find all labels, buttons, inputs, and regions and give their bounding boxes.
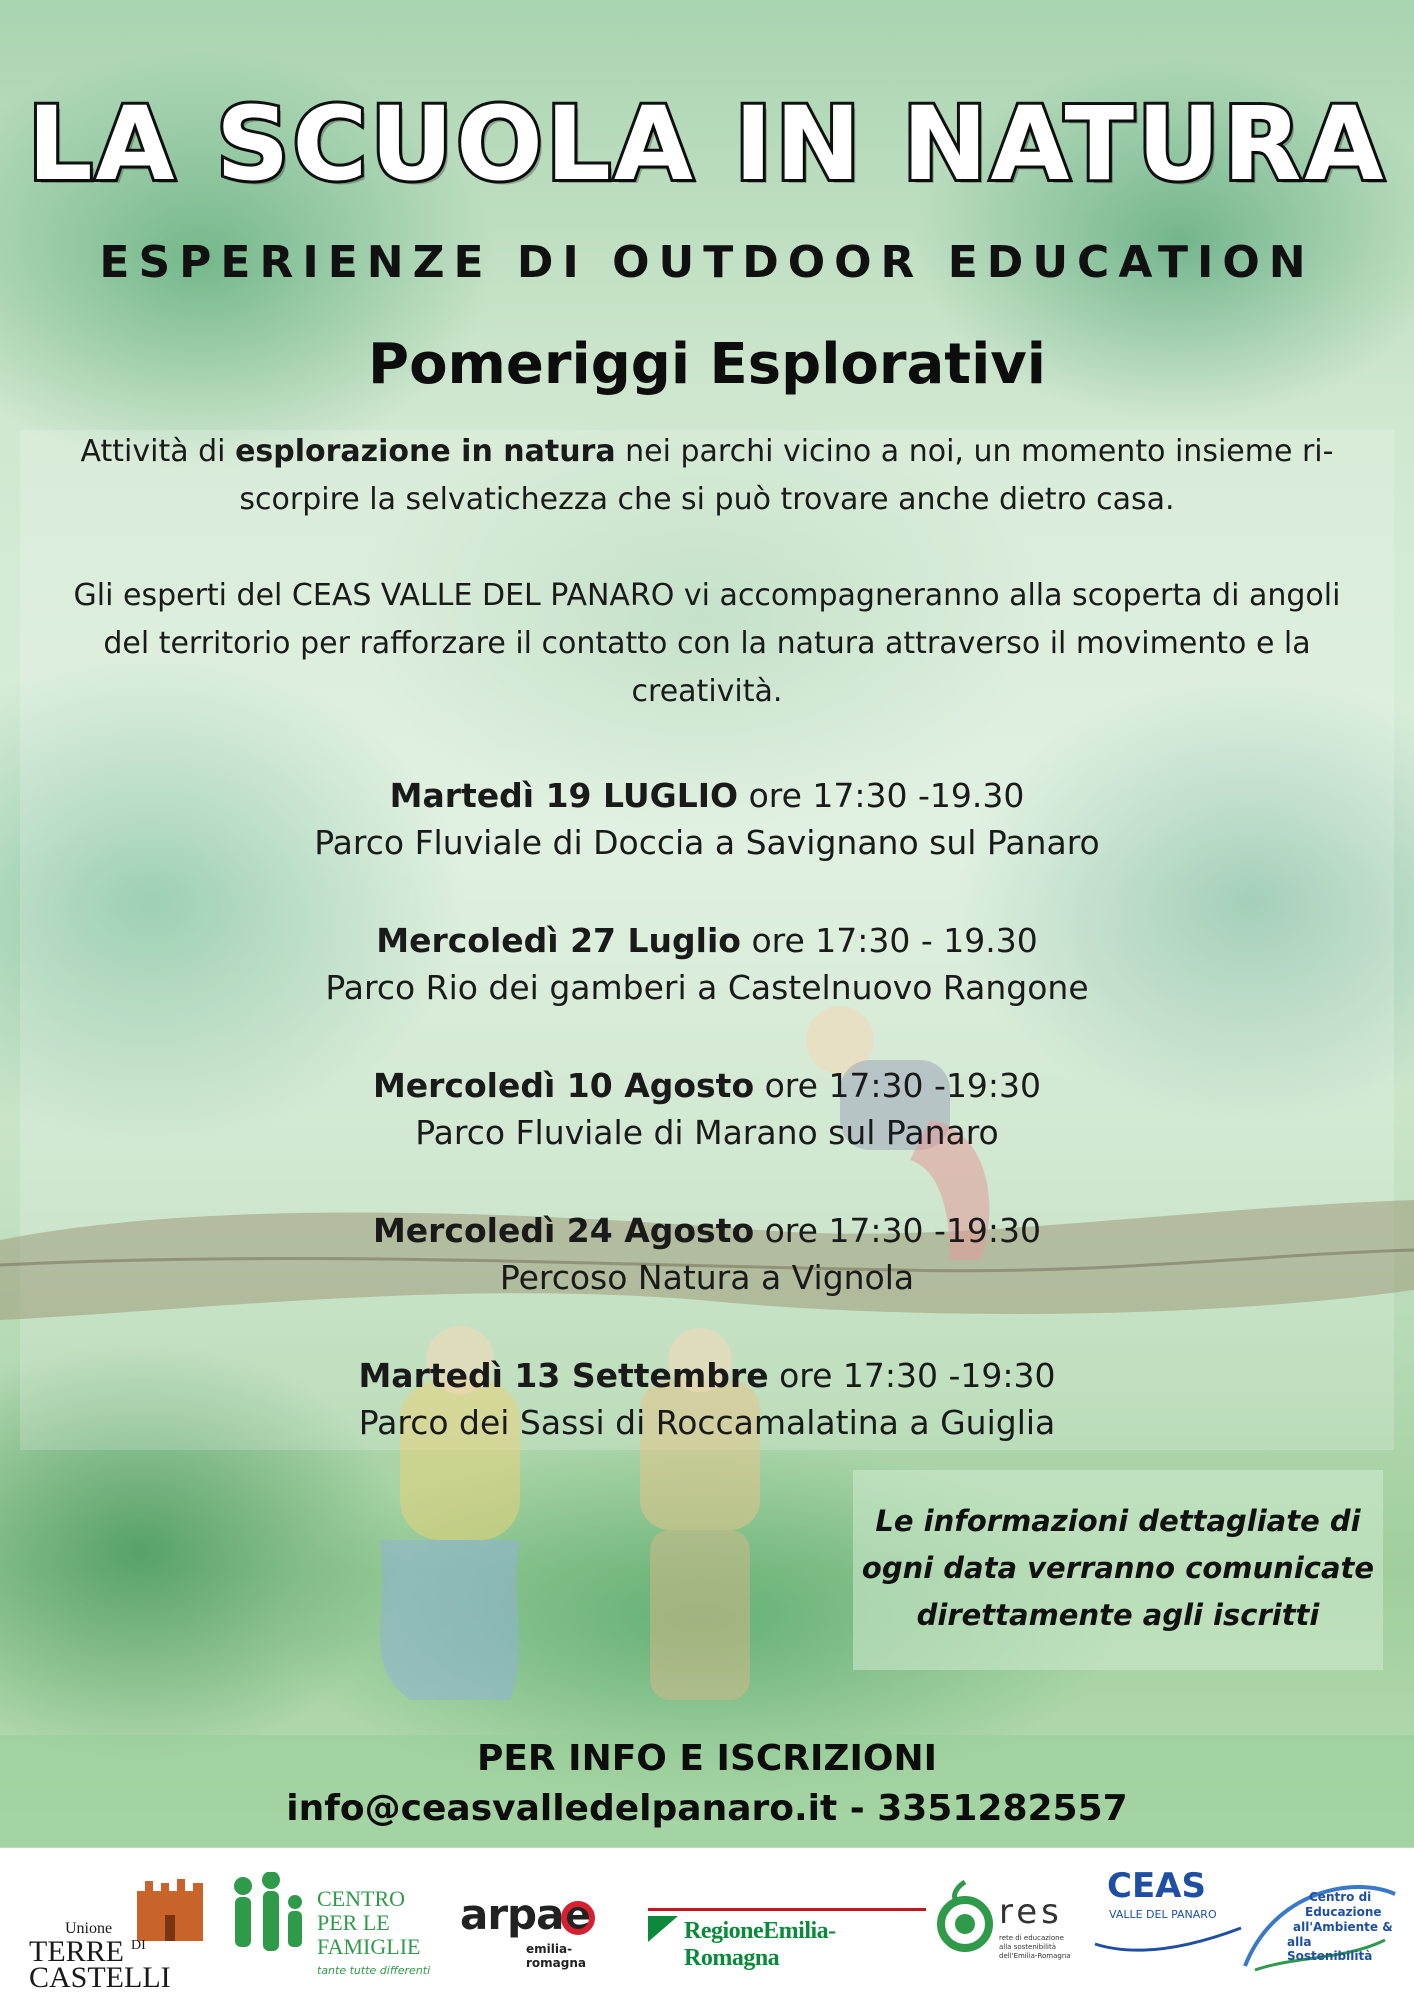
- event-list: [120, 772, 1294, 1497]
- logo-centro-famiglie: CENTRO PER LE FAMIGLIE tante tutte differenti: [225, 1868, 435, 1988]
- intro-text: [70, 428, 1344, 764]
- event-time: ore 17:30 -19:30: [754, 1211, 1042, 1250]
- event-date: Martedì 19 LUGLIO: [389, 776, 739, 815]
- event-time: ore 17:30 -19:30: [754, 1066, 1042, 1105]
- family-figures-icon: [225, 1872, 309, 1968]
- event-item: [120, 1207, 1294, 1352]
- event-date: Martedì 13 Settembre: [358, 1356, 769, 1395]
- event-time: ore 17:30 -19:30: [768, 1356, 1056, 1395]
- logo-res: res rete di educazione alla sostenibilità dell'Emilia-Romagna: [935, 1878, 1075, 1978]
- info-note: Le informazioni dettagliate di ogni data verranno comunicate direttamente agli iscritti: [861, 1504, 1375, 1632]
- logo-arpae: arpae emilia-romagna: [460, 1890, 630, 1970]
- event-place: Parco dei Sassi di Roccamalatina a Guiglia: [358, 1403, 1056, 1442]
- regione-flag-icon: [648, 1916, 678, 1942]
- res-spiral-icon: [935, 1878, 995, 1964]
- intro-highlight: esplorazione in natura: [235, 434, 616, 469]
- logo-terre-di-castelli: Unione TERRE DI CASTELLI: [25, 1873, 210, 1983]
- event-place: Parco Rio dei gamberi a Castelnuovo Rangone: [325, 968, 1089, 1007]
- intro-paragraph-2: Gli esperti del CEAS VALLE DEL PANARO vi accompagneranno alla scoperta di angoli del territorio per rafforzare il contatto con la natura attraverso il movimento e la creatività.: [73, 578, 1341, 709]
- event-time: ore 17:30 -19.30: [738, 776, 1025, 815]
- intro-paragraph-1: Attività di esplorazione in natura nei parchi vicino a noi, un momento insieme ri-scorpire la selvatichezza che si può trovare anche dietro casa.: [80, 434, 1334, 517]
- castle-icon: [135, 1877, 205, 1941]
- event-date: Mercoledì 27 Luglio: [376, 921, 741, 960]
- arpae-wordmark: arpae: [460, 1890, 591, 1939]
- event-date: Mercoledì 24 Agosto: [372, 1211, 755, 1250]
- event-place: Parco Fluviale di Marano sul Panaro: [415, 1113, 999, 1152]
- event-item: [120, 917, 1294, 1062]
- ceas-wave-icon: [1093, 1920, 1243, 1954]
- event-place: Parco Fluviale di Doccia a Savignano sul Panaro: [314, 823, 1100, 862]
- poster-title: LA SCUOLA IN NATURA: [27, 85, 1387, 204]
- event-item: [120, 772, 1294, 917]
- logo-regione-emilia-romagna: RegioneEmilia-Romagna: [648, 1908, 928, 1958]
- event-date: Mercoledì 10 Agosto: [372, 1066, 755, 1105]
- poster-subtitle: ESPERIENZE DI OUTDOOR EDUCATION: [99, 237, 1315, 288]
- logo-centro-educazione-ambiente: Centro di Educazione all'Ambiente & alla Sostenibilità: [1235, 1870, 1400, 1980]
- contact-email-phone[interactable]: info@ceasvalledelpanaro.it - 3351282557: [286, 1788, 1128, 1829]
- arpae-swoosh-icon: [558, 1896, 598, 1936]
- event-item: [120, 1062, 1294, 1207]
- partner-logos: [0, 1848, 1414, 2000]
- section-heading: Pomeriggi Esplorativi: [368, 332, 1046, 397]
- event-time: ore 17:30 - 19.30: [740, 921, 1038, 960]
- logo-ceas-valle-panaro: CEAS VALLE DEL PANARO: [1093, 1866, 1243, 1976]
- event-place: Percoso Natura a Vignola: [499, 1258, 915, 1297]
- contact-title: PER INFO E ISCRIZIONI: [476, 1738, 938, 1779]
